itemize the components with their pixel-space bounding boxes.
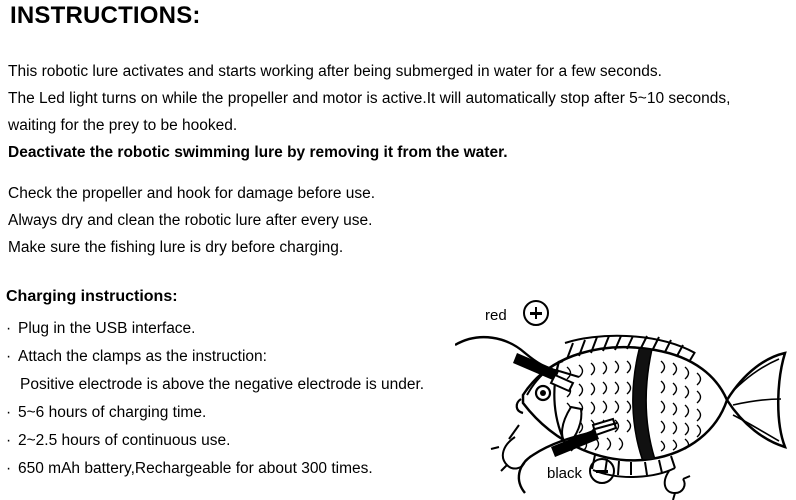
list-item [6,427,424,455]
list-item-subtext: Positive electrode is above the negative electrode is under. [20,376,425,393]
bullet-marker: · [6,320,12,337]
bullet-marker: · [6,404,12,421]
list-item-label: Attach the clamps as the instruction: [18,348,267,365]
charging-instructions-heading: Charging instructions: [6,288,178,305]
list-item [6,315,424,343]
page-title: INSTRUCTIONS: [10,2,201,29]
list-item-label: 650 mAh battery,Rechargeable for about 300 times. [18,460,373,477]
list-item-label: Plug in the USB interface. [18,320,196,337]
charging-instructions-list [6,315,424,483]
list-item [6,399,424,427]
negative-terminal-label: black [547,465,583,482]
intro-line-emphasis: Deactivate the robotic swimming lure by removing it from the water. [8,144,508,161]
care-line: Always dry and clean the robotic lure after every use. [8,212,373,229]
fish-illustration [455,295,795,500]
intro-line: This robotic lure activates and starts working after being submerged in water for a few seconds. [8,63,662,80]
care-line: Check the propeller and hook for damage before use. [8,185,376,202]
intro-line: The Led light turns on while the propeller and motor is active.It will automatically stop after 5~10 seconds, [8,90,731,107]
list-item-label: 2~2.5 hours of continuous use. [18,432,231,449]
list-item [6,343,424,371]
care-line: Make sure the fishing lure is dry before charging. [8,239,344,256]
intro-line: waiting for the prey to be hooked. [8,117,238,134]
bullet-marker: · [6,460,12,477]
list-item-label: 5~6 hours of charging time. [18,404,207,421]
bullet-marker: · [6,348,12,365]
positive-terminal-label: red [485,307,507,324]
intro-paragraph-block [8,58,730,166]
robotic-lure-diagram [455,295,795,500]
list-item [6,455,424,483]
bullet-marker: · [6,432,12,449]
care-paragraph-block [8,180,375,261]
